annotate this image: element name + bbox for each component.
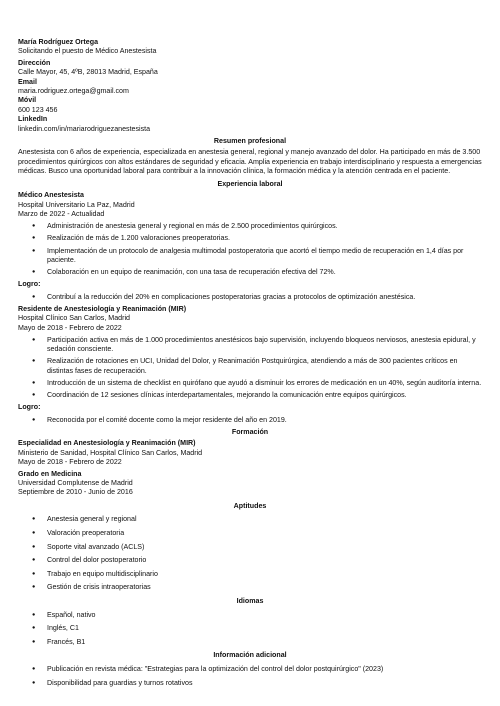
job-bullets xyxy=(18,222,482,277)
skills-list xyxy=(18,515,482,592)
list-item: ● Valoración preoperatoria xyxy=(18,529,482,538)
additional-heading: Información adicional xyxy=(213,651,287,660)
list-item: ● Inglés, C1 xyxy=(18,624,482,633)
degree-title: Grado en Medicina xyxy=(18,469,82,478)
header xyxy=(18,38,482,134)
phone-label: Móvil xyxy=(18,96,37,105)
degree-dates: Septiembre de 2010 - Junio de 2016 xyxy=(18,488,133,497)
job-entry xyxy=(18,305,482,425)
email-label: Email xyxy=(18,77,37,86)
address-label: Dirección xyxy=(18,58,51,67)
list-item: ● Español, nativo xyxy=(18,611,482,620)
job-dates: Mayo de 2018 - Febrero de 2022 xyxy=(18,323,122,332)
education-heading: Formación xyxy=(231,427,269,436)
linkedin-label: LinkedIn xyxy=(18,115,48,124)
languages-list xyxy=(18,611,482,648)
candidate-name: María Rodríguez Ortega xyxy=(18,38,99,46)
list-item: ● Contribuí a la reducción del 20% en complicaciones postoperatorias gracias a protocolos de optimización anestésica. xyxy=(18,293,482,302)
list-item: ● Coordinación de 12 sesiones clínicas interdepartamentales, mejorando la comunicación entre equipos quirúrgicos. xyxy=(18,391,482,400)
list-item: ● Implementación de un protocolo de analgesia multimodal postoperatoria que acortó el tiempo medio de recuperación en 1,4 días por paciente. xyxy=(18,247,482,266)
list-item: ● Introducción de un sistema de checklist en quirófano que ayudó a disminuir los errores de medicación en un 40%, según auditoría interna. xyxy=(18,379,482,388)
list-item: ● Reconocida por el comité docente como la mejor residente del año en 2019. xyxy=(18,416,482,425)
email-value[interactable]: maria.rodriguez.ortega@gmail.com xyxy=(18,87,129,96)
list-item: ● Participación activa en más de 1.000 procedimientos anestésicos bajo supervisión, incluyendo bloqueos nerviosos, anestesia epidural, y sedación consciente. xyxy=(18,336,482,355)
languages-heading: Idiomas xyxy=(236,596,264,605)
job-title: Residente de Anestesiología y Reanimación (MIR) xyxy=(18,304,187,313)
job-dates: Marzo de 2022 - Actualidad xyxy=(18,209,105,218)
list-item: ● Francés, B1 xyxy=(18,638,482,647)
list-item: ● Gestión de crisis intraoperatorias xyxy=(18,583,482,592)
summary-heading: Resumen profesional xyxy=(213,137,287,146)
summary-text: Anestesista con 6 años de experiencia, especializada en anestesia general, regional y manejo avanzado del dolor. Ha participado en más de 3.500 procedimientos quirúrgicos con altos estándares de seguridad y eficacia. Amplia experiencia en trabajo interdisciplinario y respuesta a emergencias médicas. Busco una oportunidad laboral para contribuir a la innovación clínica, la formación médica y la atención centrada en el paciente. xyxy=(18,148,482,176)
list-item: ● Colaboración en un equipo de reanimación, con una tasa de recuperación efectiva del 72%. xyxy=(18,268,482,277)
phone-value: 600 123 456 xyxy=(18,105,58,114)
job-organization: Hospital Universitario La Paz, Madrid xyxy=(18,200,135,209)
degree-institution: Universidad Complutense de Madrid xyxy=(18,479,133,488)
degree-dates: Mayo de 2018 - Febrero de 2022 xyxy=(18,458,122,467)
logro-label: Logro: xyxy=(18,280,41,289)
additional-list xyxy=(18,665,482,688)
job-bullets xyxy=(18,336,482,401)
list-item: ● Publicación en revista médica: "Estrategias para la optimización del control del dolor postquirúrgico" (2023) xyxy=(18,665,482,674)
experience-heading: Experiencia laboral xyxy=(217,179,283,188)
education-entry xyxy=(18,470,482,498)
education-entry xyxy=(18,439,482,467)
list-item: ● Trabajo en equipo multidisciplinario xyxy=(18,570,482,579)
degree-title: Especialidad en Anestesiología y Reanimación (MIR) xyxy=(18,439,196,448)
logro-list xyxy=(18,293,482,302)
address-value: Calle Mayor, 45, 4ºB, 28013 Madrid, España xyxy=(18,68,158,77)
job-organization: Hospital Clínico San Carlos, Madrid xyxy=(18,314,130,323)
job-title: Médico Anestesista xyxy=(18,191,84,200)
logro-label: Logro: xyxy=(18,403,41,412)
list-item: ● Control del dolor postoperatorio xyxy=(18,556,482,565)
degree-institution: Ministerio de Sanidad, Hospital Clínico San Carlos, Madrid xyxy=(18,448,203,457)
list-item: ● Disponibilidad para guardias y turnos rotativos xyxy=(18,679,482,688)
job-entry xyxy=(18,191,482,302)
list-item: ● Anestesia general y regional xyxy=(18,515,482,524)
list-item: ● Soporte vital avanzado (ACLS) xyxy=(18,543,482,552)
logro-list xyxy=(18,416,482,425)
list-item: ● Realización de más de 1.200 valoraciones preoperatorias. xyxy=(18,234,482,243)
list-item: ● Administración de anestesia general y regional en más de 2.500 procedimientos quirúrgicos. xyxy=(18,222,482,231)
skills-heading: Aptitudes xyxy=(233,501,267,510)
list-item: ● Realización de rotaciones en UCI, Unidad del Dolor, y Reanimación Postquirúrgica, atendiendo a más de 300 pacientes críticos en distintas fases de recuperación. xyxy=(18,357,482,376)
candidate-subtitle: Solicitando el puesto de Médico Anestesista xyxy=(18,47,157,56)
linkedin-value[interactable]: linkedin.com/in/mariarodriguezanestesista xyxy=(18,124,151,133)
